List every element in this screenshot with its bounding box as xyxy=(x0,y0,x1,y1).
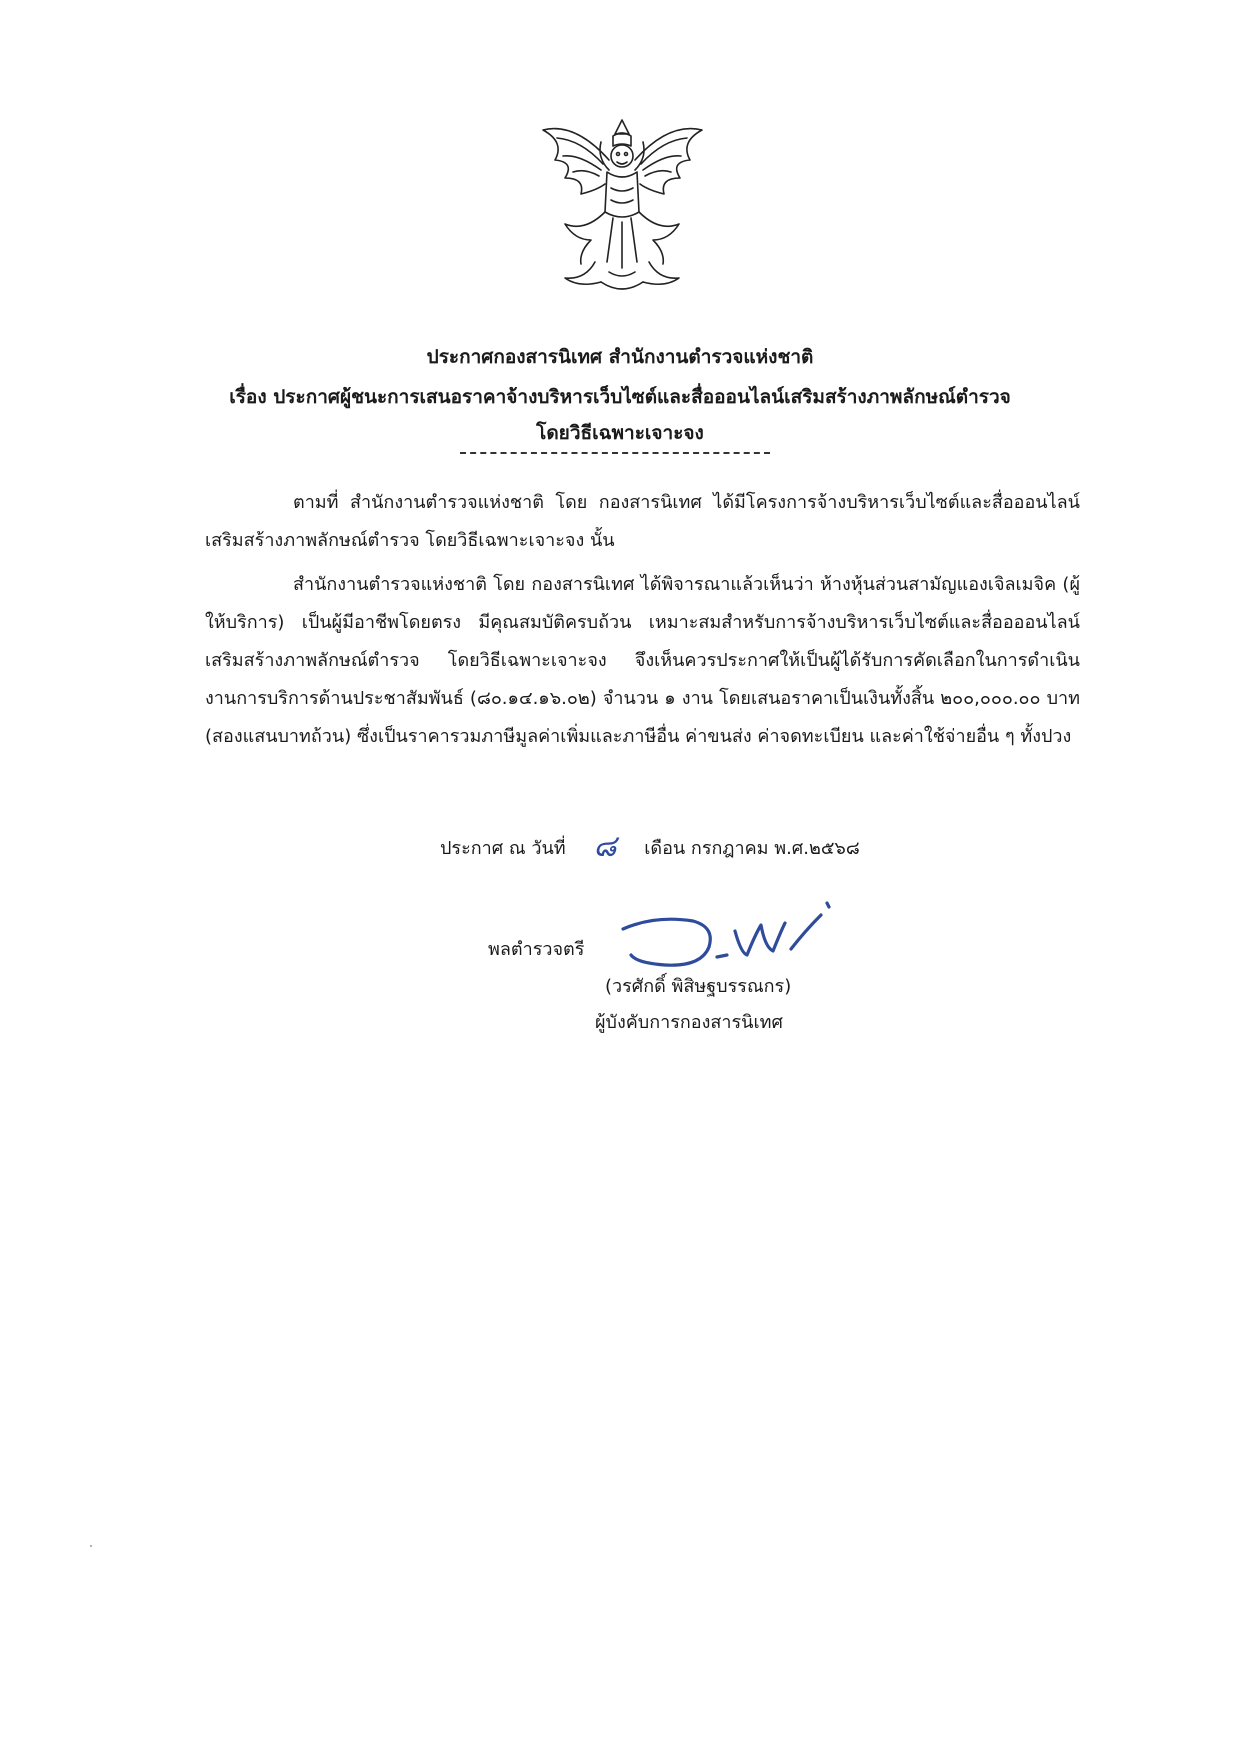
body-paragraph-2: สำนักงานตำรวจแห่งชาติ โดย กองสารนิเทศ ได้พิจารณาแล้วเห็นว่า ห้างหุ้นส่วนสามัญแองเจิลเมจิค (ผู้ให้บริการ) เป็นผู้มีอาชีพโดยตรง มีคุณสมบัติครบถ้วน เหมาะสมสำหรับการจ้างบริหารเว็บไซต์และสื่ออออนไลน์เสริมสร้างภาพลักษณ์ตำรวจ โดยวิธีเฉพาะเจาะจง จึงเห็นควรประกาศให้เป็นผู้ได้รับการคัดเลือกในการดำเนินงานการบริการด้านประชาสัมพันธ์ (๘๐.๑๔.๑๖.๐๒) จำนวน ๑ งาน โดยเสนอราคาเป็นเงินทั้งสิ้น ๒๐๐,๐๐๐.๐๐ บาท (สองแสนบาทถ้วน) ซึ่งเป็นราคารวมภาษีมูลค่าเพิ่มและภาษีอื่น ค่าขนส่ง ค่าจดทะเบียน และค่าใช้จ่ายอื่น ๆ ทั้งปวง xyxy=(205,574,1080,747)
header-divider xyxy=(460,452,770,456)
date-day: ๘ xyxy=(593,829,617,864)
announcement-title: ประกาศกองสารนิเทศ สำนักงานตำรวจแห่งชาติ xyxy=(426,346,814,368)
signer-position: ผู้บังคับการกองสารนิเทศ xyxy=(595,1012,783,1033)
announcement-method: โดยวิธีเฉพาะเจาะจง xyxy=(536,422,704,444)
date-prefix: ประกาศ ณ วันที่ xyxy=(440,838,566,859)
announcement-date-line xyxy=(440,826,860,868)
announcement-subject: เรื่อง ประกาศผู้ชนะการเสนอราคาจ้างบริหารเว็บไซต์และสื่อออนไลน์เสริมสร้างภาพลักษณ์ตำรวจ xyxy=(229,386,1011,408)
scan-speck xyxy=(90,1545,92,1547)
body-paragraph-1: ตามที่ สำนักงานตำรวจแห่งชาติ โดย กองสารนิเทศ ได้มีโครงการจ้างบริหารเว็บไซต์และสื่อออนไลน์เสริมสร้างภาพลักษณ์ตำรวจ โดยวิธีเฉพาะเจาะจง นั้น xyxy=(205,492,1080,551)
signer-name: (วรศักดิ์ พิสิษฐบรรณกร) xyxy=(605,976,792,997)
garuda-emblem-icon xyxy=(535,112,710,297)
signer-rank: พลตำรวจตรี xyxy=(488,939,585,960)
date-suffix: เดือน กรกฎาคม พ.ศ.๒๕๖๘ xyxy=(644,838,860,859)
